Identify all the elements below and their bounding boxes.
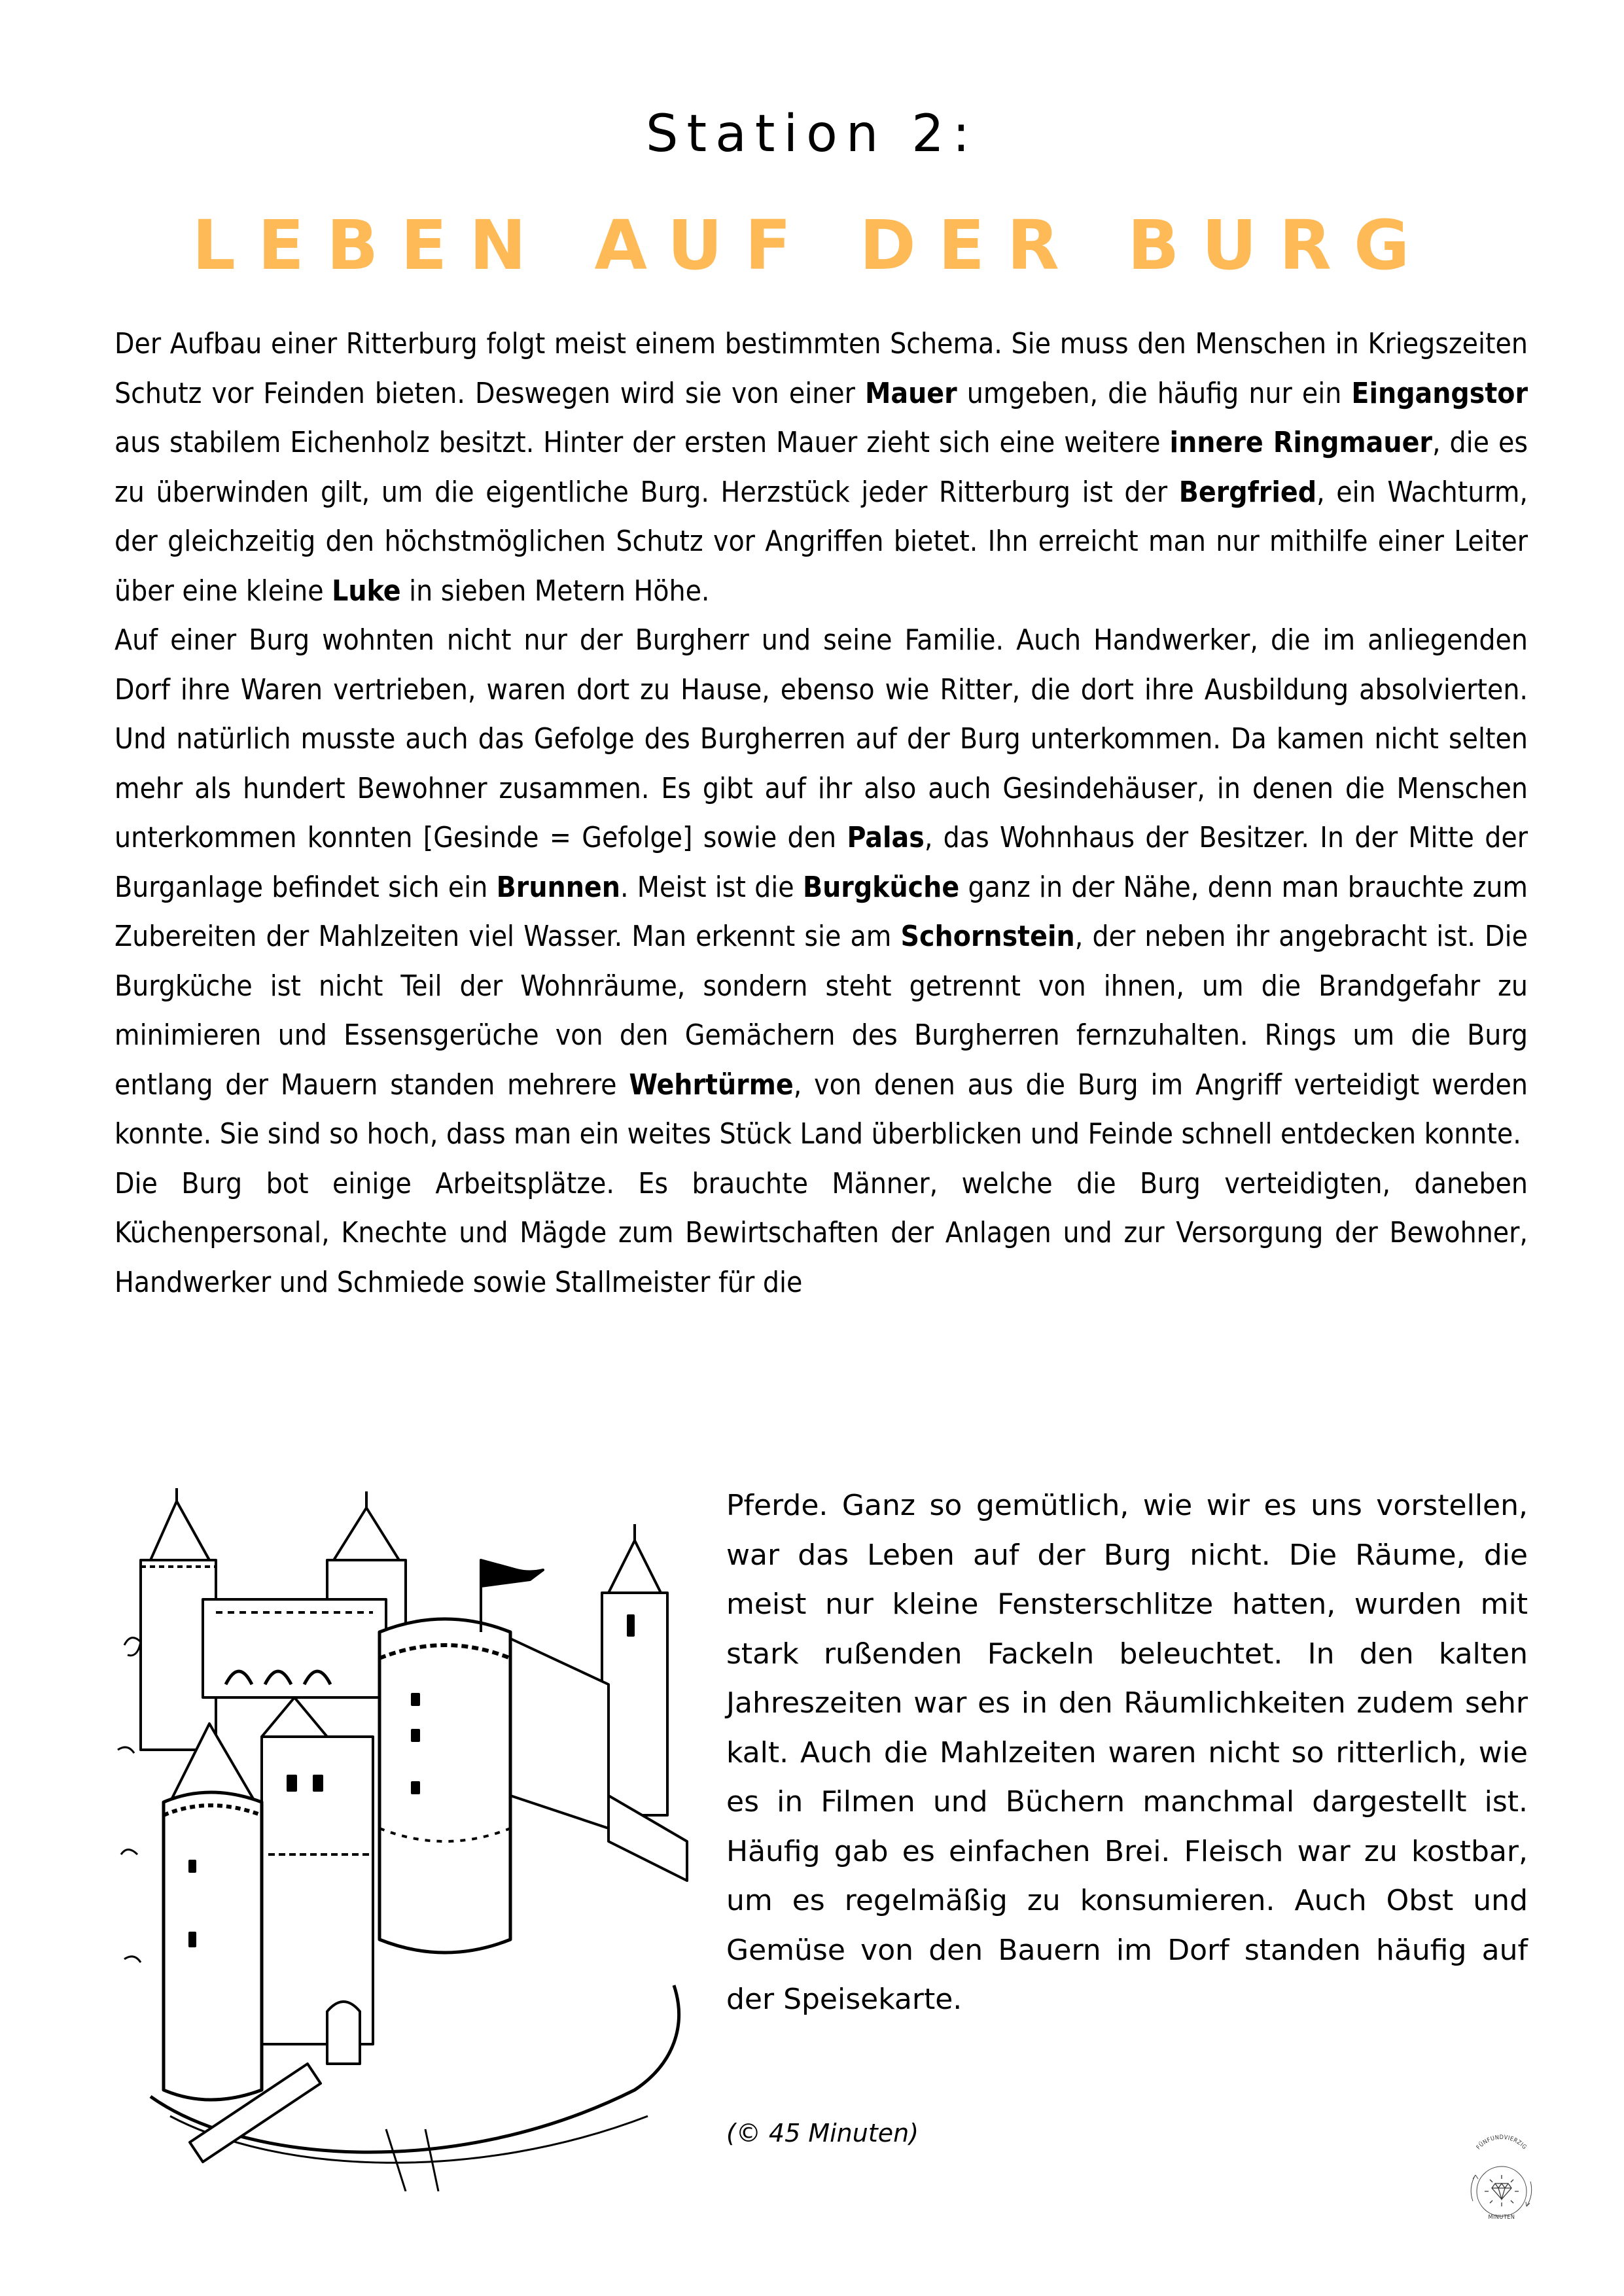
text-segment: Die Burg bot einige Arbeitsplätze. Es brauchte Männer, welche die Burg verteidigten, daneben Küchenpersonal, Knechte und Mägde zum Bewirtschaften der Anlagen und zur Versorgung der Bewohner, Handwerker und Schmiede sowie Stallmeister für die [115, 1166, 1528, 1299]
text-segment: , die es zu überwinden gilt, um die eigentliche Burg. Herzstück jeder Ritterburg ist der [115, 426, 1528, 509]
key-term: Bergfried [1178, 475, 1317, 509]
logo-bottom-text: MINUTEN [1488, 2214, 1515, 2221]
castle-illustration [111, 1488, 707, 2191]
text-segment: umgeben, die häufig nur ein [957, 376, 1352, 410]
brand-logo [1456, 2129, 1547, 2221]
key-term: Wehrtürme [629, 1068, 794, 1102]
gatehouse [262, 1697, 373, 2064]
cycle-arrow-icon [1526, 2182, 1532, 2206]
text-segment: Auf einer Burg wohnten nicht nur der Burgherr und seine Familie. Auch Handwerker, die im anliegenden Dorf ihre Waren vertrieben, waren dort zu Hause, ebenso wie Ritter, die dort ihre Ausbildung absolvierten. Und natürlich musste auch das Gefolge des Burgherren auf der Burg unterkommen. Da kamen nicht selten mehr als hundert Bewohner zusammen. Es gibt auf ihr also auch Gesindehäuser, in denen die Menschen unterkommen konnten [Gesinde = Gefolge] sowie den [115, 623, 1528, 854]
foliage [118, 1638, 141, 1962]
key-term: Mauer [865, 376, 957, 410]
time-note: (© 45 Minuten) [726, 2119, 919, 2148]
paragraph-inhabitants [115, 616, 1528, 1159]
key-term: Burgküche [802, 870, 960, 904]
wrapped-paragraph [726, 1481, 1528, 2025]
key-term: Luke [332, 574, 401, 608]
text-segment: in sieben Metern Höhe. [400, 574, 710, 608]
text-segment: aus stabilem Eichenholz besitzt. Hinter der ersten Mauer zieht sich eine weitere [115, 426, 1170, 459]
flag [481, 1560, 543, 1586]
logo-top-text: FÜNFUNDVIERZIG [1475, 2134, 1528, 2151]
key-term: innere Ringmauer [1169, 426, 1432, 459]
text-segment: , der neben ihr angebracht ist. Die Burgküche ist nicht Teil der Wohnräume, sondern steht getrennt von ihnen, um die Brandgefahr zu minimieren und Essensgerüche von den Gemächern des Burgherren fernzuhalten. Rings um die Burg entlang der Mauern standen mehrere [115, 920, 1528, 1102]
text-segment: Der Aufbau einer Ritterburg folgt meist einem bestimmten Schema. Sie muss den Menschen in Kriegszeiten Schutz vor Feinden bieten. Deswegen wird sie von einer [115, 327, 1528, 410]
bridge [386, 2129, 438, 2191]
tower-right [602, 1524, 667, 1815]
station-label: Station 2: [645, 105, 978, 164]
text-segment: . Meist ist die [620, 870, 803, 904]
body-text [115, 319, 1528, 1307]
key-term: Palas [847, 821, 925, 854]
wall-right [510, 1639, 609, 1828]
palas-building [203, 1599, 386, 1697]
paragraph-structure [115, 319, 1528, 616]
text-segment: ganz in der Nähe, denn man brauchte zum Zubereiten der Mahlzeiten viel Wasser. Man erkennt sie am [115, 870, 1528, 953]
paragraph-living-conditions: Pferde. Ganz so gemütlich, wie wir es uns vorstellen, war das Leben auf der Burg nicht. Die Räume, die meist nur kleine Fensterschlitze hatten, wurden mit stark rußenden Fackeln beleuchtet. In den kalten Jahreszeiten war es in den Räumlichkeiten zudem sehr kalt. Auch die Mahlzeiten waren nicht so ritterlich, wie es in Filmen und Büchern manchmal dargestellt ist. Häufig gab es einfachen Brei. Fleisch war zu kostbar, um es regelmäßig zu konsumieren. Auch Obst und Gemüse von den Bauern im Dorf standen häufig auf der Speisekarte. [726, 1489, 1528, 2016]
diamond-icon [1485, 2175, 1519, 2206]
page-title: LEBEN AUF DER BURG [192, 205, 1432, 285]
text-segment: , das Wohnhaus der Besitzer. In der Mitte der Burganlage befindet sich ein [115, 821, 1528, 904]
paragraph-workplaces [115, 1159, 1528, 1308]
tower-front-left [164, 1724, 262, 2100]
text-segment: , von denen aus die Burg im Angriff verteidigt werden konnte. Sie sind so hoch, dass man ein weites Stück Land überblicken und Feinde schnell entdecken konnte. [115, 1068, 1528, 1151]
key-term: Brunnen [496, 870, 620, 904]
key-term: Schornstein [900, 920, 1075, 953]
text-segment: , ein Wachturm, der gleichzeitig den höchstmöglichen Schutz vor Angriffen bietet. Ihn erreicht man nur mithilfe einer Leiter über eine kleine [115, 475, 1528, 608]
key-term: Eingangstor [1351, 376, 1528, 410]
